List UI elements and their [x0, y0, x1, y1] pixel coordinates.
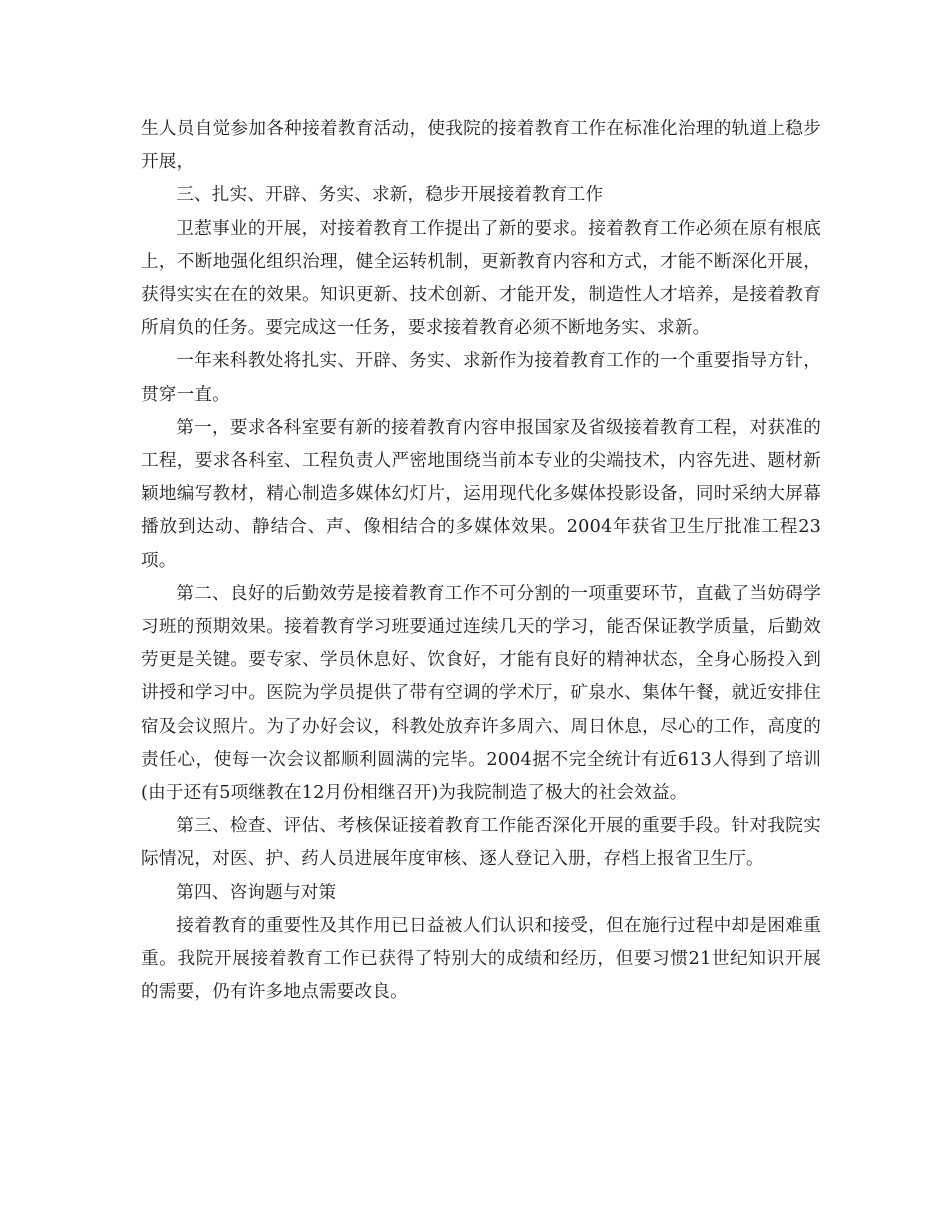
- paragraph: 卫惹事业的开展，对接着教育工作提出了新的要求。接着教育工作必须在原有根底上，不断地强化组织治理，健全运转机制，更新教育内容和方式，才能不断深化开展，获得实实在在的效果。知识更新、技术创新、才能开发，制造性人才培养，是接着教育所肩负的任务。要完成这一任务，要求接着教育必须不断地务实、求新。: [141, 218, 821, 339]
- paragraph: 第三、检查、评估、考核保证接着教育工作能否深化开展的重要手段。针对我院实际情况，对医、护、药人员进展年度审核、逐人登记入册，存档上报省卫生厅。: [141, 816, 821, 870]
- paragraph: 一年来科教处将扎实、开辟、务实、求新作为接着教育工作的一个重要指导方针，贯穿一直。: [141, 351, 821, 405]
- paragraph: 生人员自觉参加各种接着教育活动，使我院的接着教育工作在标准化治理的轨道上稳步开展，: [141, 119, 821, 173]
- paragraph: 接着教育的重要性及其作用已日益被人们认识和接受，但在施行过程中却是困难重重。我院开展接着教育工作已获得了特别大的成绩和经历，但要习惯21世纪知识开展的需要，仍有许多地点需要改良。: [141, 915, 821, 1003]
- document-body: [141, 113, 821, 1009]
- section-heading: 三、扎实、开辟、务实、求新，稳步开展接着教育工作: [176, 185, 604, 206]
- section-heading: 第四、咨询题与对策: [176, 882, 337, 903]
- paragraph: 第二、良好的后勤效劳是接着教育工作不可分割的一项重要环节，直截了当妨碍学习班的预期效果。接着教育学习班要通过连续几天的学习，能否保证教学质量，后勤效劳更是关键。要专家、学员休息好、饮食好，才能有良好的精神状态，全身心肠投入到讲授和学习中。医院为学员提供了带有空调的学术厅，矿泉水、集体午餐，就近安排住宿及会议照片。为了办好会议，科教处放弃许多周六、周日休息，尽心的工作，高度的责任心，使每一次会议都顺利圆满的完毕。2004据不完全统计有近613人得到了培训(由于还有5项继教在12月份相继召开)为我院制造了极大的社会效益。: [141, 583, 821, 804]
- paragraph: 第一，要求各科室要有新的接着教育内容申报国家及省级接着教育工程，对获准的工程，要求各科室、工程负责人严密地围绕当前本专业的尖端技术，内容先进、题材新颖地编写教材，精心制造多媒体幻灯片，运用现代化多媒体投影设备，同时采纳大屏幕播放到达动、静结合、声、像相结合的多媒体效果。2004年获省卫生厅批准工程23项。: [141, 417, 821, 571]
